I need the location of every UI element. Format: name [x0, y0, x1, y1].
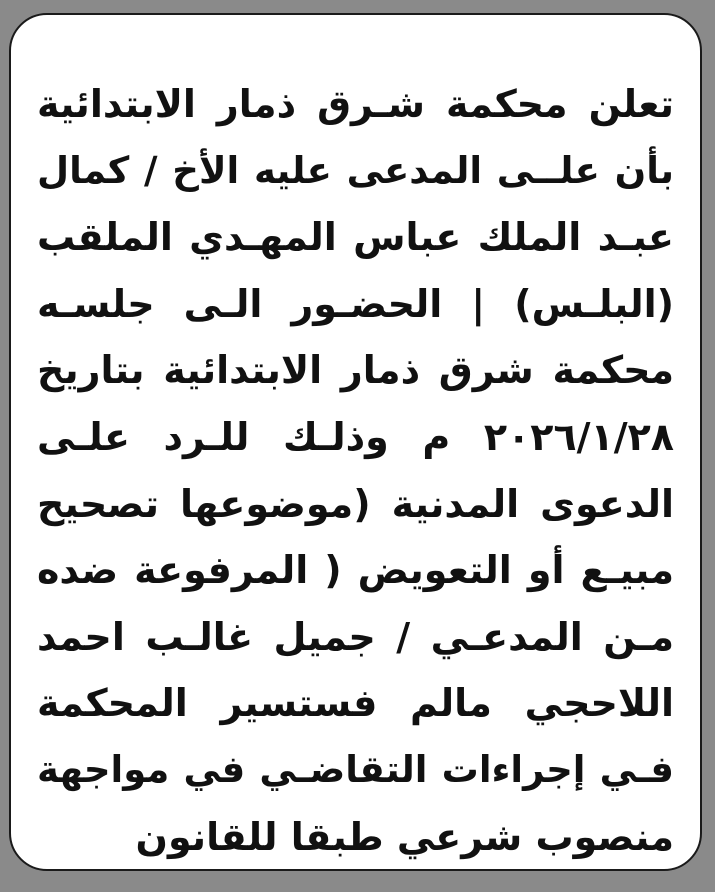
court-notice-card	[9, 13, 702, 871]
notice-line-1: تعلن محكمة شـرق ذمار الابتدائية	[37, 82, 674, 126]
notice-line-9: مـن المدعـي / جميل غالـب احمد	[37, 614, 674, 659]
notice-line-12: منصوب شرعي طبقا للقانون	[135, 814, 674, 859]
notice-line-4: (البلـس) | الحضـور الـى جلسـه	[37, 281, 674, 326]
notice-line-10: اللاحجي مالم فستسير المحكمة	[37, 681, 674, 726]
notice-line-6: ٢٠٢٦/١/٢٨ م وذلـك للـرد علـى	[37, 414, 674, 459]
notice-text-block	[37, 71, 674, 870]
notice-line-7: الدعوى المدنية (موضوعها تصحيح	[37, 481, 674, 526]
notice-line-5: محكمة شرق ذمار الابتدائية بتاريخ	[37, 348, 674, 393]
notice-line-2: بأن علــى المدعى عليه الأخ / كمال	[37, 148, 674, 192]
notice-line-8: مبيـع أو التعويض ( المرفوعة ضده	[37, 548, 674, 593]
notice-line-11: فـي إجراءات التقاضـي في مواجهة	[37, 747, 674, 791]
notice-line-3: عبـد الملك عباس المهـدي الملقب	[37, 215, 674, 260]
